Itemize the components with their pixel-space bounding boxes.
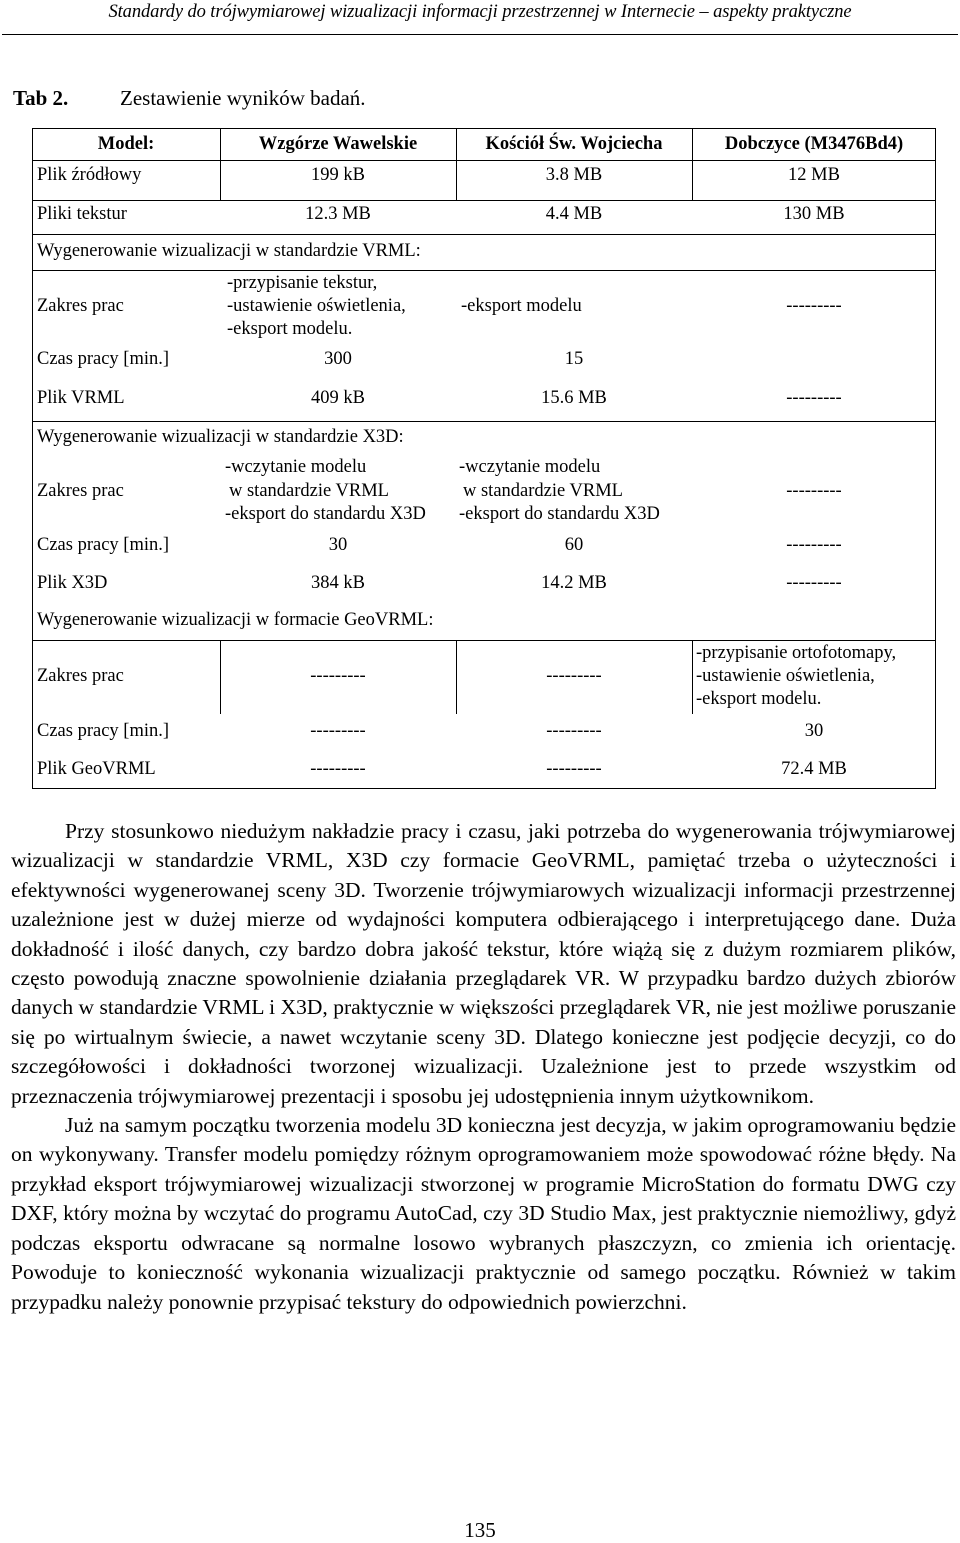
running-header: Standardy do trójwymiarowej wizualizacji informacji przestrzennej w Internecie – aspekty praktyczne	[108, 2, 852, 22]
vrml-scope-col1-line2: -ustawienie oświetlenia,	[227, 296, 406, 316]
paragraph-1: Przy stosunkowo niedużym nakładzie pracy i czasu, jaki potrzeba do wygenerowania trójwymiarowej wizualizacji w standardzie VRML, X3D czy formacie GeoVRML, pamiętać trzeba o użyteczności i efektywności wygenerowanej sceny 3D. Tworzenie trójwymiarowych wizualizacji informacji przestrzennej uzależnione jest w dużej mierze od wydajności komputera odbierającego i interpretującego dane. Duża dokładność i ilość danych, czy bardzo dobra jakość tekstur, które wiążą się z dużym rozmiarem plików, często powodują znaczne spowolnienie działania przeglądarek VR. W przypadku bardzo dużych zbiorów danych w standardzie VRML i X3D, praktycznie w większości przeglądarek VR, nie jest możliwe poruszanie się po wirtualnym świecie, a nawet wczytanie sceny 3D. Dlatego konieczne jest podjęcie decyzji, co do szczegółowości i dokładności tworzonej wizualizacji. Uzależnione jest to przede wszystkim od przeznaczenia trójwymiarowej prezentacji i sposobu jej udostępnienia innym użytkownikom.	[11, 819, 956, 1108]
x3d-time-col1: 30	[328, 535, 348, 555]
vrml-scope-col2: -eksport modelu	[461, 296, 582, 316]
table-number: Tab 2.	[13, 86, 69, 110]
vrml-section-title: Wygenerowanie wizualizacji w standardzie VRML:	[37, 241, 421, 261]
x3d-scope-col3: ---------	[786, 481, 842, 501]
geovrml-scope-col2: ---------	[546, 666, 602, 686]
source-file-label: Plik źródłowy	[37, 165, 142, 185]
table-hline	[32, 421, 936, 422]
source-file-col1: 199 kB	[311, 165, 365, 185]
source-file-col3: 12 MB	[788, 165, 840, 185]
geovrml-section-title: Wygenerowanie wizualizacji w formacie GeoVRML:	[37, 610, 434, 630]
vrml-scope-label: Zakres prac	[37, 296, 124, 316]
geovrml-file-col3: 72.4 MB	[781, 759, 847, 779]
texture-files-label: Pliki tekstur	[37, 204, 127, 224]
vrml-file-label: Plik VRML	[37, 388, 125, 408]
vrml-file-col1: 409 kB	[311, 388, 365, 408]
x3d-scope-label: Zakres prac	[37, 481, 124, 501]
header-col3: Dobczyce (M3476Bd4)	[724, 134, 904, 154]
x3d-time-label: Czas pracy [min.]	[37, 535, 170, 555]
geovrml-scope-label: Zakres prac	[37, 666, 124, 686]
vrml-time-col2: 15	[564, 349, 584, 369]
body-text	[11, 817, 956, 1317]
x3d-section-title: Wygenerowanie wizualizacji w standardzie X3D:	[37, 427, 404, 447]
texture-files-col3: 130 MB	[783, 204, 845, 224]
table-title: Zestawienie wyników badań.	[120, 86, 366, 110]
x3d-scope-col2-line3: -eksport do standardu X3D	[459, 504, 660, 524]
table-hline	[32, 200, 936, 201]
texture-files-col1: 12.3 MB	[305, 204, 371, 224]
geovrml-scope-col3-line2: -ustawienie oświetlenia,	[696, 666, 875, 686]
vrml-scope-col1-line3: -eksport modelu.	[227, 319, 353, 339]
vrml-scope-col3: ---------	[786, 296, 842, 316]
geovrml-scope-col3-line1: -przypisanie ortofotomapy,	[696, 643, 897, 663]
results-table	[32, 128, 936, 789]
table-border-left	[32, 128, 33, 789]
x3d-time-col2: 60	[564, 535, 584, 555]
header-model-label: Model:	[97, 134, 155, 154]
x3d-file-label: Plik X3D	[37, 573, 108, 593]
vrml-file-col2: 15.6 MB	[541, 388, 607, 408]
table-hline	[32, 234, 936, 235]
table-vline	[692, 640, 693, 714]
geovrml-scope-col1: ---------	[310, 666, 366, 686]
vrml-file-col3: ---------	[786, 388, 842, 408]
table-hline	[32, 160, 936, 161]
x3d-file-col3: ---------	[786, 573, 842, 593]
geovrml-time-col1: ---------	[310, 721, 366, 741]
geovrml-file-label: Plik GeoVRML	[37, 759, 156, 779]
x3d-scope-col1-line1: -wczytanie modelu	[225, 457, 367, 477]
vrml-scope-col1-line1: -przypisanie tekstur,	[227, 273, 378, 293]
geovrml-time-col3: 30	[804, 721, 824, 741]
header-col1: Wzgórze Wawelskie	[258, 134, 418, 154]
geovrml-time-col2: ---------	[546, 721, 602, 741]
table-hline	[32, 270, 936, 271]
x3d-time-col3: ---------	[786, 535, 842, 555]
geovrml-time-label: Czas pracy [min.]	[37, 721, 170, 741]
x3d-file-col1: 384 kB	[311, 573, 365, 593]
paragraph-2: Już na samym początku tworzenia modelu 3D konieczna jest decyzja, w jakim oprogramowaniu będzie on wykonywany. Transfer modelu pomiędzy różnym oprogramowaniem może spowodować różne błędy. Na przykład eksport trójwymiarowej wizualizacji stworzonej w programie MicroStation do formatu DWG czy DXF, który można by wczytać do programu AutoCad, czy 3D Studio Max, jest praktycznie niemożliwy, gdyż podczas eksportu odwracane są normalne losowo wybranych płaszczyzn, co zmienia ich orientację. Powoduje to konieczność wykonania wizualizacji praktycznie od samego początku. Również w takim przypadku należy ponownie przypisać tekstury do odpowiednich powierzchni.	[11, 1113, 956, 1314]
geovrml-scope-col3-line3: -eksport modelu.	[696, 689, 822, 709]
x3d-scope-col1-line2: w standardzie VRML	[229, 481, 389, 501]
table-hline	[32, 788, 936, 789]
geovrml-file-col2: ---------	[546, 759, 602, 779]
x3d-scope-col2-line2: w standardzie VRML	[463, 481, 623, 501]
texture-files-col2: 4.4 MB	[545, 204, 603, 224]
table-border-right	[935, 128, 936, 789]
header-rule	[2, 34, 958, 35]
geovrml-file-col1: ---------	[310, 759, 366, 779]
vrml-time-col1: 300	[324, 349, 352, 369]
table-hline	[32, 640, 936, 641]
x3d-scope-col2-line1: -wczytanie modelu	[459, 457, 601, 477]
table-hline	[32, 128, 936, 129]
source-file-col2: 3.8 MB	[545, 165, 603, 185]
x3d-file-col2: 14.2 MB	[541, 573, 607, 593]
page-number: 135	[464, 1518, 496, 1542]
vrml-time-label: Czas pracy [min.]	[37, 349, 170, 369]
x3d-scope-col1-line3: -eksport do standardu X3D	[225, 504, 426, 524]
header-col2: Kościół Św. Wojciecha	[485, 134, 663, 154]
